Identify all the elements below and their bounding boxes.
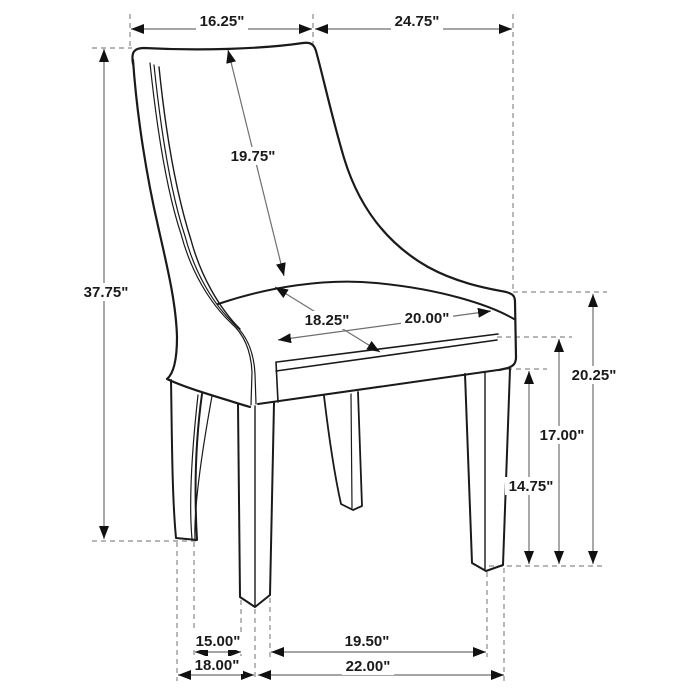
back-right-leg [324, 392, 362, 510]
dimension-labels [80, 12, 620, 675]
rear-leg-edge-2 [195, 396, 212, 539]
dim-value: 18.25" [304, 312, 350, 329]
dim-label-backrest-length [227, 147, 279, 165]
dim-value: 24.75" [394, 13, 440, 30]
dim-label-base-depth [191, 656, 243, 674]
dim-label-top-to-back-depth [391, 12, 443, 30]
seat-rail-left-edge [276, 362, 278, 402]
dim-value: 37.75" [83, 284, 129, 301]
dim-label-leg-span-side-inner [192, 632, 244, 650]
dim-value: 14.75" [508, 478, 554, 495]
dim-label-seat-height [536, 426, 588, 444]
dim-label-seat-width [401, 309, 453, 327]
dim-value: 19.75" [230, 148, 276, 165]
seat-welt-lower [276, 340, 497, 371]
dim-value: 18.00" [194, 657, 240, 674]
seat-rail-bottom [258, 370, 498, 404]
arm-piping-outer [150, 63, 252, 405]
dim-label-seat-depth [301, 311, 353, 329]
dim-label-front-leg-height [505, 477, 557, 495]
dim-label-base-width [342, 657, 394, 675]
dim-value: 15.00" [195, 633, 241, 650]
front-right-leg [465, 369, 510, 571]
dim-label-leg-span-front-inner [341, 632, 393, 650]
chair-left-side-outline [133, 60, 250, 407]
dim-value: 20.00" [404, 310, 450, 327]
front-left-leg [238, 403, 274, 607]
back-right-leg-edge [351, 394, 352, 508]
dim-label-overall-height [80, 283, 132, 301]
dim-label-back-top-width [196, 12, 248, 30]
dim-value: 22.00" [345, 658, 391, 675]
dim-value: 20.25" [571, 367, 617, 384]
dim-value: 16.25" [199, 13, 245, 30]
dim-value: 19.50" [344, 633, 390, 650]
arm-piping-inner [154, 65, 256, 404]
dim-value: 17.00" [539, 427, 585, 444]
extension-lines [92, 14, 607, 681]
seat-welt-upper [277, 334, 498, 362]
dim-label-arm-front-height [568, 366, 620, 384]
